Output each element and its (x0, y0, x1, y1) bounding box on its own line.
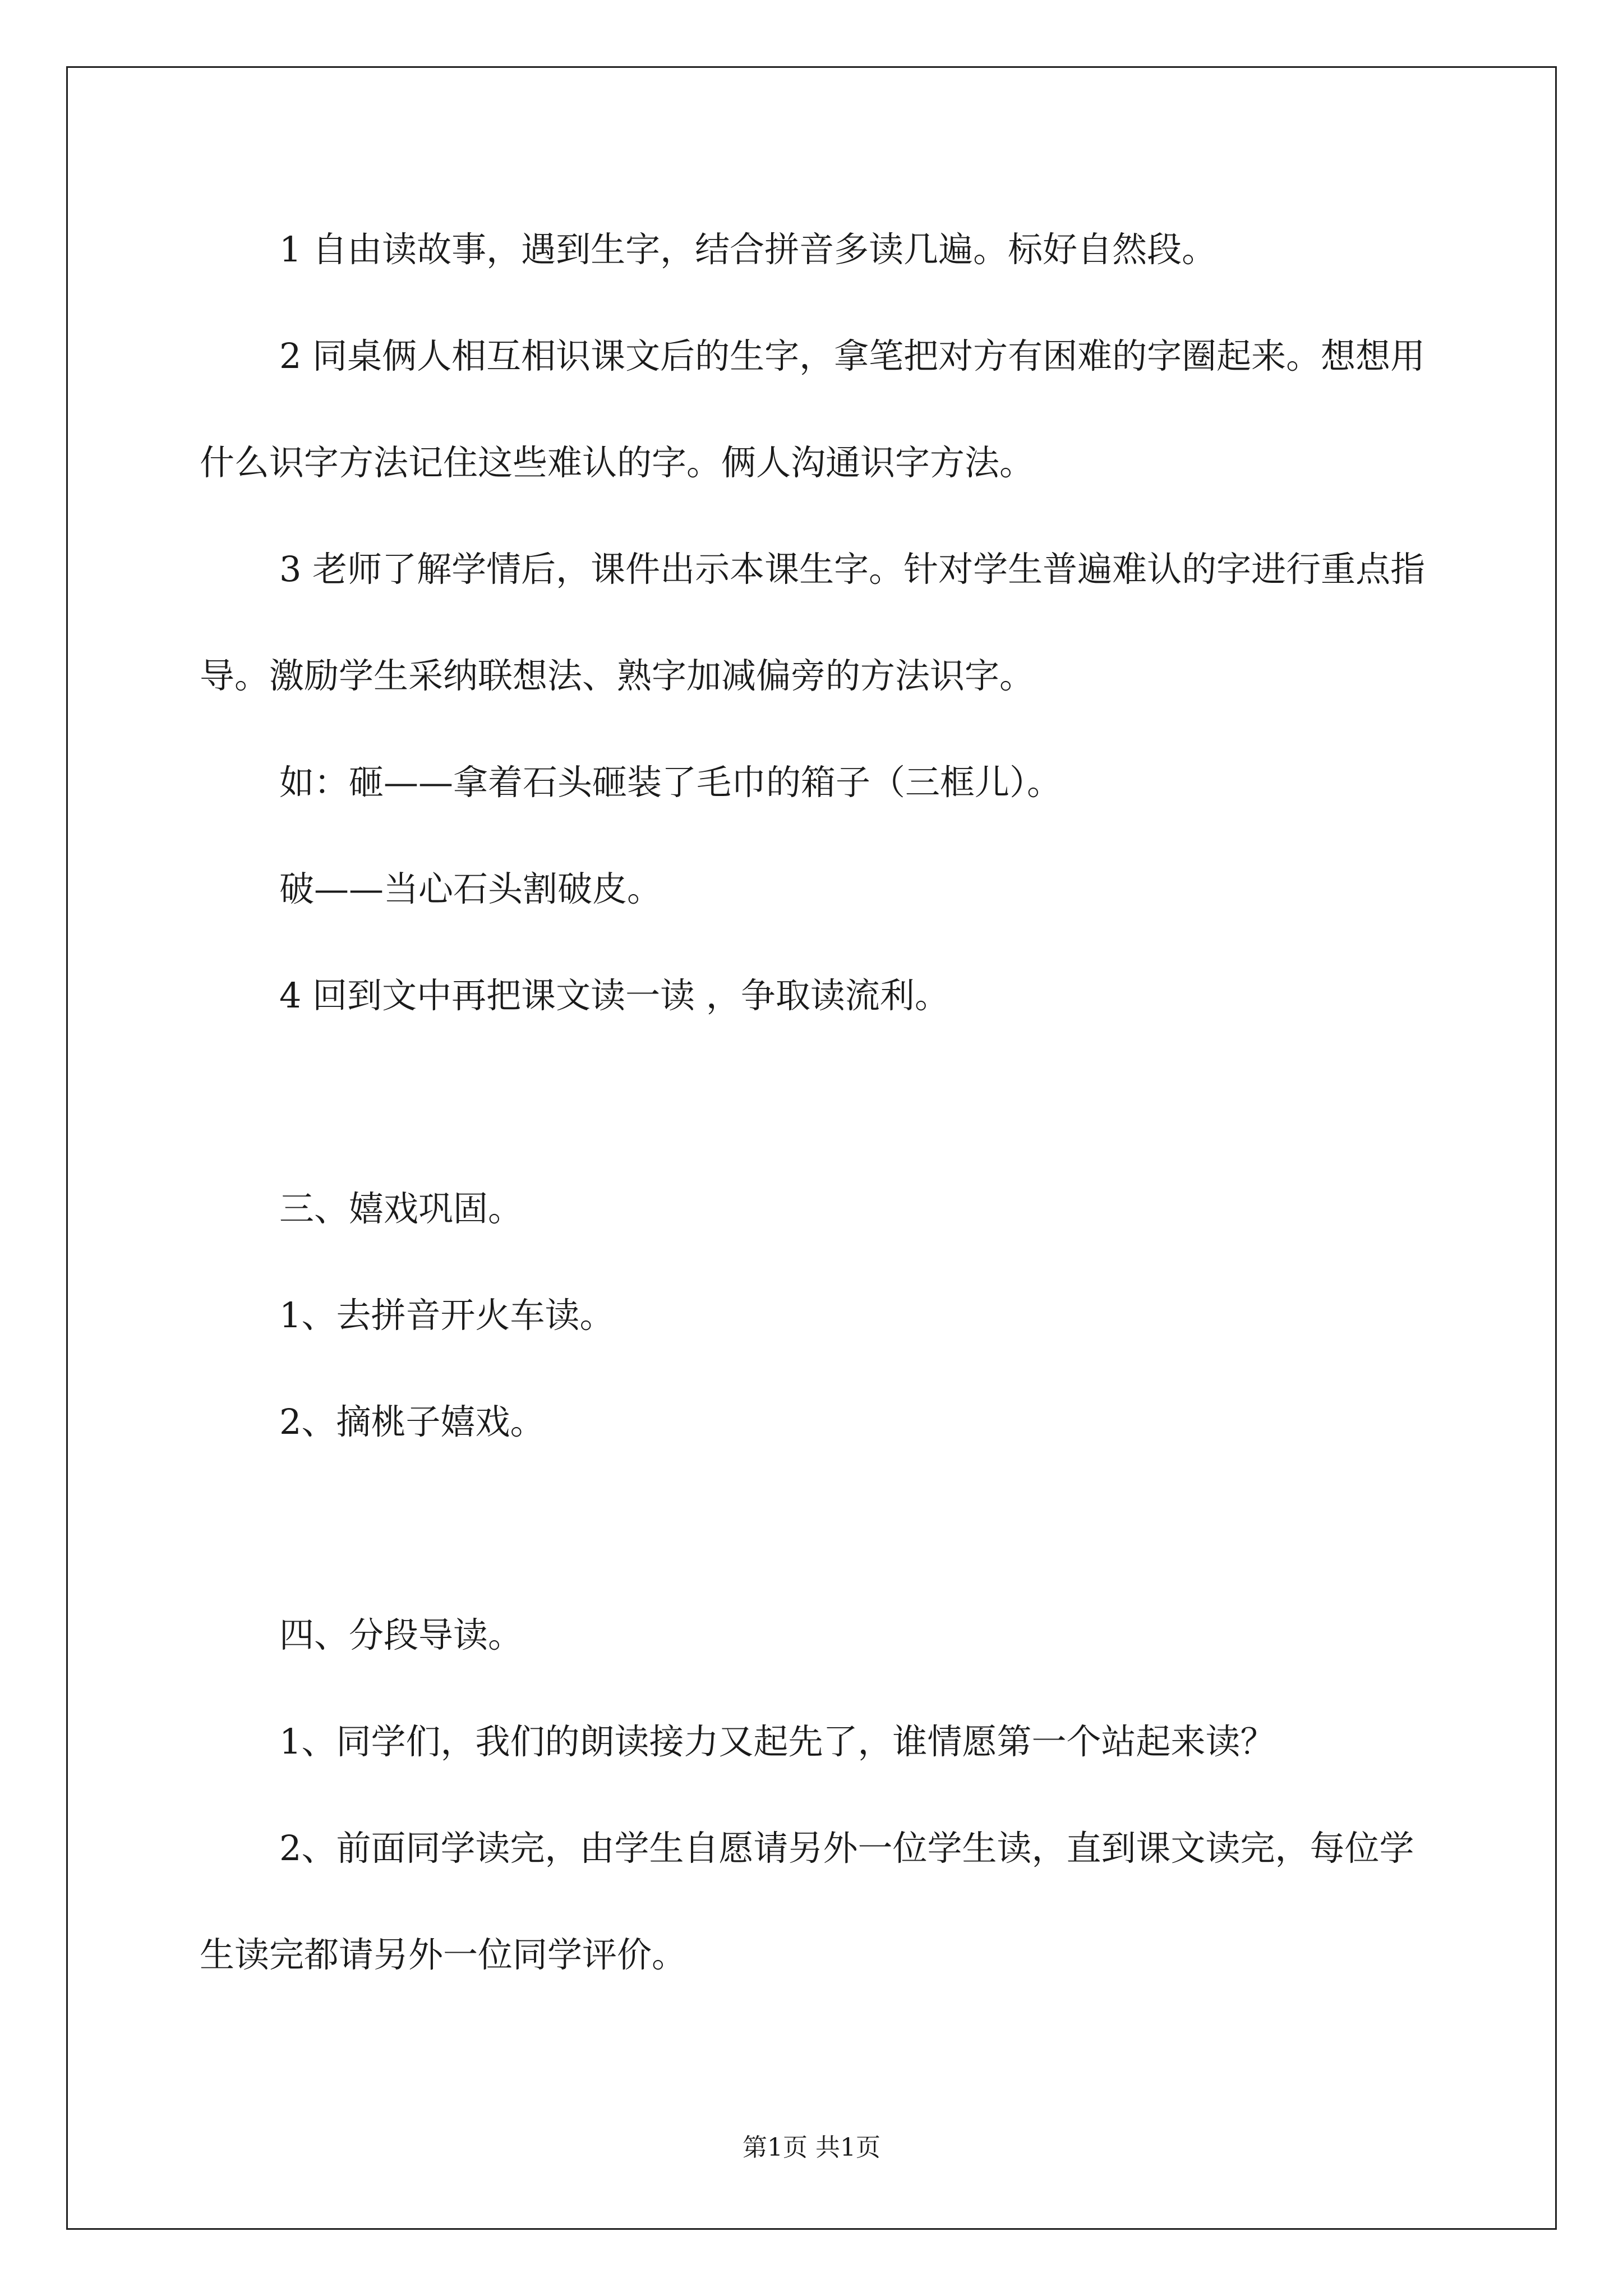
spacer (200, 1049, 1433, 1156)
paragraph-4: 4 回到文中再把课文读一读 ，争取读流利。 (279, 975, 949, 1016)
paragraph-3: 3 老师了解学情后，课件出示本课生字。针对学生普遍难认的字进行重点指导。激励学生采纳联想法、熟字加减偏旁的方法识字。 (200, 549, 1426, 696)
section-3-item-2: 2、摘桃子嬉戏。 (279, 1401, 545, 1442)
section-4-item-1: 1、同学们，我们的朗读接力又起先了，谁情愿第一个站起来读？ (279, 1721, 1275, 1762)
paragraph-2: 2 同桌俩人相互相识课文后的生字，拿笔把对方有困难的字圈起来。想想用什么识字方法记住这些难认的字。俩人沟通识字方法。 (200, 335, 1426, 483)
section-heading-3: 三、嬉戏巩固。 (279, 1188, 523, 1229)
paragraph-example-2: 破——当心石头割破皮。 (279, 868, 662, 909)
section-heading-4: 四、分段导读。 (279, 1614, 523, 1655)
paragraph-1: 1 自由读故事，遇到生字，结合拼音多读几遍。标好自然段。 (279, 229, 1217, 270)
page-footer: 第1页 共1页 (743, 2133, 880, 2162)
paragraph-example-1: 如：砸——拿着石头砸装了毛巾的箱子（三框儿）。 (279, 762, 1062, 803)
section-3-item-1: 1、去拼音开火车读。 (279, 1295, 615, 1336)
section-4-item-2: 2、前面同学读完，由学生自愿请另外一位学生读，直到课文读完，每位学生读完都请另外一位同学评价。 (200, 1828, 1414, 1975)
document-body (200, 196, 1433, 2008)
spacer (200, 1475, 1433, 1582)
